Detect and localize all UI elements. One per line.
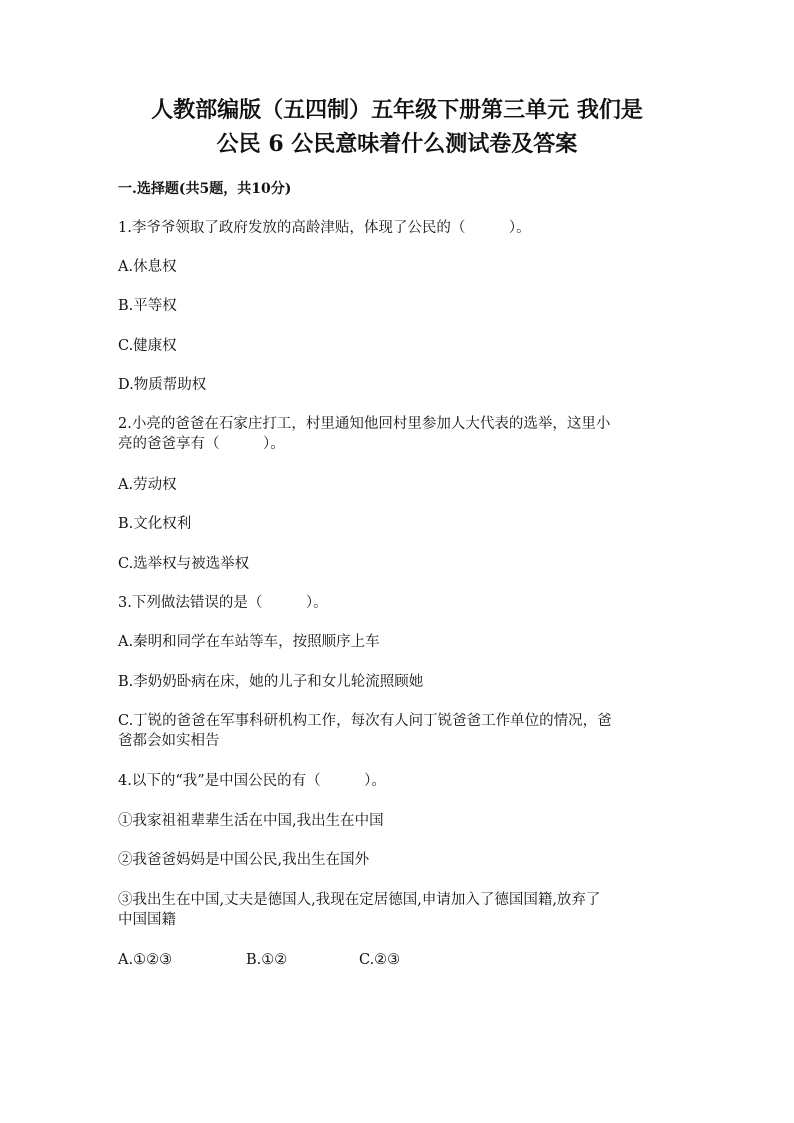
question-1-option-b: B.平等权 <box>118 298 177 314</box>
question-4-option-a: A.①②③ <box>118 952 173 968</box>
question-4-statement-3-line-1: ③我出生在中国,丈夫是德国人,我现在定居德国,申请加入了德国国籍,放弃了 <box>118 892 601 908</box>
question-2-stem-line-1: 2.小亮的爸爸在石家庄打工，村里通知他回村里参加人大代表的选举，这里小 <box>118 416 611 432</box>
question-3-option-b: B.李奶奶卧病在床，她的儿子和女儿轮流照顾她 <box>118 674 424 690</box>
question-1-option-a: A.休息权 <box>118 259 177 275</box>
question-1-option-c: C.健康权 <box>118 338 177 354</box>
question-2-option-b: B.文化权利 <box>118 516 192 532</box>
question-3-option-c-line-2: 爸都会如实相告 <box>118 733 220 749</box>
question-4-statement-3-line-2: 中国国籍 <box>118 912 176 928</box>
question-1-option-d: D.物质帮助权 <box>118 377 207 393</box>
question-4-options <box>118 950 400 970</box>
question-4-option-b: B.①② <box>246 952 288 968</box>
question-2-option-c: C.选举权与被选举权 <box>118 556 250 572</box>
question-2-stem-line-2: 亮的爸爸享有（ ）。 <box>118 436 285 452</box>
question-3-option-a: A.秦明和同学在车站等车，按照顺序上车 <box>118 634 380 650</box>
question-3-stem: 3.下列做法错误的是（ ）。 <box>118 595 328 611</box>
question-4-stem: 4.以下的“我”是中国公民的有（ ）。 <box>118 773 386 789</box>
question-1-stem: 1.李爷爷领取了政府发放的高龄津贴，体现了公民的（ ）。 <box>118 220 531 236</box>
section-heading: 一.选择题(共5题，共10分) <box>118 181 292 197</box>
document-title-line-1: 人教部编版（五四制）五年级下册第三单元 我们是 <box>151 97 643 123</box>
question-3-option-c-line-1: C.丁锐的爸爸在军事科研机构工作，每次有人问丁锐爸爸工作单位的情况，爸 <box>118 713 612 729</box>
question-2-option-a: A.劳动权 <box>118 477 177 493</box>
question-4-option-c: C.②③ <box>359 952 401 968</box>
question-4-statement-2: ②我爸爸妈妈是中国公民,我出生在国外 <box>118 852 370 868</box>
document-title-line-2: 公民 6 公民意味着什么测试卷及答案 <box>216 131 578 157</box>
question-4-statement-1: ①我家祖祖辈辈生活在中国,我出生在中国 <box>118 813 384 829</box>
